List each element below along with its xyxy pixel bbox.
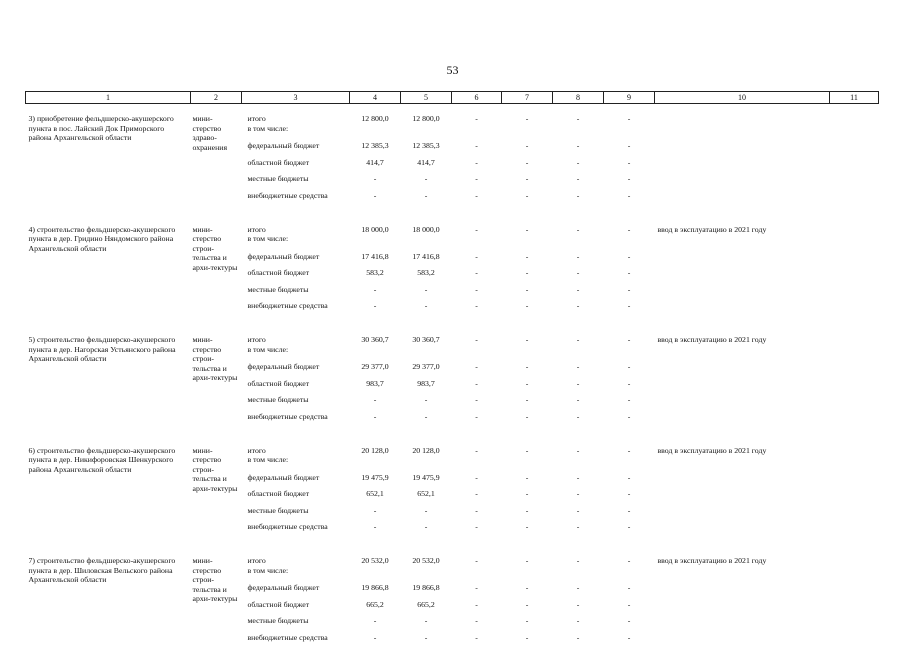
amount-cell: 652,1 (417, 489, 435, 498)
expected-result (655, 174, 830, 191)
funding-source-label: итого в том числе: (247, 556, 289, 575)
expected-result (655, 616, 830, 633)
funding-source-label: местные бюджеты (247, 505, 309, 515)
amount-cell: - (627, 411, 631, 421)
amount-cell: - (475, 114, 478, 123)
amount-cell: - (627, 141, 631, 150)
amount-cell: - (576, 284, 580, 294)
amount-cell: - (576, 616, 580, 625)
funding-source-label: областной бюджет (247, 268, 310, 277)
notes-cell (830, 395, 879, 412)
amount-cell: - (627, 378, 631, 388)
notes-cell (830, 104, 879, 142)
funding-source-label: внебюджетные средства (247, 522, 328, 531)
budget-table (25, 91, 879, 657)
funding-source-label: областной бюджет (247, 489, 310, 498)
amount-cell: - (576, 251, 580, 261)
funding-source-label: федеральный бюджет (247, 472, 320, 482)
amount-cell: - (475, 378, 478, 388)
column-number-4: 4 (350, 92, 401, 104)
amount-cell: - (576, 157, 580, 167)
project-description: 6) строительство фельдшерско-акушерского пункта в дер. Никифоровская Шенкурского района Архангельской области (28, 445, 176, 474)
project-description: 5) строительство фельдшерско-акушерского пункта в дер. Нагорская Устьянского района Архангельской области (28, 335, 176, 364)
notes-cell (830, 600, 879, 617)
amount-cell: - (525, 556, 529, 565)
amount-cell: 12 800,0 (412, 114, 440, 123)
notes-cell (830, 522, 879, 546)
funding-source-label: областной бюджет (247, 157, 310, 167)
project-description: 7) строительство фельдшерско-акушерского пункта в дер. Шиловская Вельского района Архангельской области (28, 556, 176, 585)
expected-result: ввод в эксплуатацию в 2021 году (657, 556, 767, 565)
funding-source-label: внебюджетные средства (247, 411, 328, 421)
amount-cell: - (525, 224, 529, 234)
funding-source-label: итого в том числе: (247, 445, 289, 465)
amount-cell: - (525, 632, 529, 642)
notes-cell (830, 633, 879, 657)
amount-cell: - (525, 157, 529, 167)
funding-source-label: федеральный бюджет (247, 251, 320, 261)
column-number-11: 11 (830, 92, 879, 104)
amount-cell: - (475, 411, 478, 421)
amount-cell: - (424, 522, 428, 531)
notes-cell (830, 268, 879, 285)
amount-cell: - (424, 411, 428, 421)
amount-cell: - (424, 174, 428, 183)
amount-cell: 414,7 (366, 157, 384, 167)
amount-cell: 20 128,0 (412, 445, 440, 455)
amount-cell: - (627, 157, 631, 167)
amount-cell: - (627, 335, 631, 344)
amount-cell: 20 532,0 (361, 556, 389, 565)
amount-cell: 665,2 (417, 599, 435, 609)
amount-cell: - (525, 599, 529, 609)
amount-cell: - (627, 114, 631, 123)
amount-cell: - (424, 190, 428, 200)
amount-cell: - (627, 174, 631, 183)
amount-cell: - (475, 616, 478, 625)
column-number-8: 8 (553, 92, 604, 104)
amount-cell: - (576, 411, 580, 421)
amount-cell: - (627, 472, 631, 482)
amount-cell: 20 128,0 (361, 445, 389, 455)
amount-cell: - (525, 141, 529, 150)
notes-cell (830, 583, 879, 600)
table-row (26, 215, 879, 252)
amount-cell: - (475, 489, 478, 498)
amount-cell: - (525, 411, 529, 421)
expected-result (655, 633, 830, 657)
amount-cell: - (475, 157, 478, 167)
notes-cell (830, 473, 879, 490)
amount-cell: - (373, 284, 377, 294)
table-header (26, 92, 879, 104)
amount-cell: - (576, 224, 580, 234)
funding-source-label: областной бюджет (247, 378, 310, 388)
expected-result: ввод в эксплуатацию в 2021 году (657, 335, 767, 344)
amount-cell: - (525, 505, 529, 515)
amount-cell: - (475, 556, 478, 565)
table-row (26, 436, 879, 473)
amount-cell: - (424, 632, 428, 642)
amount-cell: - (373, 301, 377, 310)
notes-cell (830, 325, 879, 362)
amount-cell: - (525, 489, 529, 498)
amount-cell: - (576, 362, 580, 371)
amount-cell: - (525, 583, 529, 592)
amount-cell: - (576, 114, 580, 123)
amount-cell: - (576, 632, 580, 642)
funding-source-label: областной бюджет (247, 599, 310, 609)
amount-cell: - (475, 583, 478, 592)
amount-cell: 17 416,8 (412, 251, 440, 261)
notes-cell (830, 362, 879, 379)
amount-cell: - (576, 445, 580, 455)
amount-cell: - (627, 301, 631, 310)
column-number-5: 5 (401, 92, 452, 104)
amount-cell: - (373, 174, 377, 183)
responsible-ministry: мини-стерство строи-тельства и архи-тектуры (192, 335, 238, 383)
expected-result (655, 489, 830, 506)
funding-source-label: федеральный бюджет (247, 583, 320, 592)
amount-cell: - (576, 268, 580, 277)
amount-cell: 19 475,9 (361, 472, 389, 482)
page-number: 53 (446, 63, 459, 77)
amount-cell: 983,7 (366, 378, 384, 388)
column-number-6: 6 (452, 92, 502, 104)
amount-cell: - (627, 251, 631, 261)
amount-cell: - (576, 599, 580, 609)
amount-cell: - (525, 268, 529, 277)
funding-source-label: местные бюджеты (247, 395, 309, 404)
amount-cell: - (475, 141, 478, 150)
funding-source-label: внебюджетные средства (247, 190, 328, 200)
amount-cell: 20 532,0 (412, 556, 440, 565)
amount-cell: - (627, 599, 631, 609)
notes-cell (830, 412, 879, 436)
amount-cell: - (475, 190, 478, 200)
amount-cell: - (576, 174, 580, 183)
amount-cell: - (576, 505, 580, 515)
amount-cell: - (627, 224, 631, 234)
column-number-row (26, 92, 879, 104)
amount-cell: 12 385,3 (361, 141, 389, 150)
amount-cell: 12 385,3 (412, 141, 440, 150)
amount-cell: 583,2 (417, 268, 435, 277)
amount-cell: 19 866,8 (361, 583, 389, 592)
amount-cell: - (373, 411, 377, 421)
expected-result (655, 301, 830, 325)
amount-cell: 30 360,7 (361, 335, 389, 344)
amount-cell: - (576, 190, 580, 200)
amount-cell: - (373, 505, 377, 515)
table-row (26, 325, 879, 362)
amount-cell: - (627, 505, 631, 515)
table-row (26, 104, 879, 142)
column-number-2: 2 (191, 92, 242, 104)
amount-cell: 29 377,0 (412, 362, 440, 371)
notes-cell (830, 215, 879, 252)
expected-result (655, 506, 830, 523)
amount-cell: 665,2 (366, 599, 384, 609)
funding-source-label: местные бюджеты (247, 284, 309, 294)
table-row (26, 546, 879, 583)
amount-cell: - (424, 301, 428, 310)
amount-cell: - (576, 522, 580, 531)
notes-cell (830, 616, 879, 633)
notes-cell (830, 141, 879, 158)
notes-cell (830, 436, 879, 473)
expected-result (655, 141, 830, 158)
expected-result (655, 412, 830, 436)
column-number-3: 3 (242, 92, 350, 104)
column-number-1: 1 (26, 92, 191, 104)
amount-cell: - (576, 556, 580, 565)
project-description: 4) строительство фельдшерско-акушерского пункта в дер. Гридино Няндомского района Архангельской области (28, 224, 176, 253)
amount-cell: - (373, 522, 377, 531)
column-number-10: 10 (655, 92, 830, 104)
amount-cell: - (525, 114, 529, 123)
amount-cell: - (475, 395, 478, 404)
amount-cell: 17 416,8 (361, 251, 389, 261)
amount-cell: - (525, 378, 529, 388)
expected-result (655, 252, 830, 269)
amount-cell: - (627, 522, 631, 531)
amount-cell: 18 000,0 (361, 224, 389, 234)
expected-result (655, 379, 830, 396)
amount-cell: 414,7 (417, 157, 435, 167)
amount-cell: - (627, 445, 631, 455)
column-number-7: 7 (502, 92, 553, 104)
amount-cell: - (475, 224, 478, 234)
notes-cell (830, 301, 879, 325)
expected-result: ввод в эксплуатацию в 2021 году (657, 445, 767, 455)
amount-cell: - (525, 301, 529, 310)
amount-cell: - (525, 616, 529, 625)
notes-cell (830, 506, 879, 523)
expected-result (655, 600, 830, 617)
amount-cell: - (627, 616, 631, 625)
funding-source-label: внебюджетные средства (247, 301, 328, 310)
amount-cell: - (576, 141, 580, 150)
amount-cell: - (576, 301, 580, 310)
expected-result (655, 158, 830, 175)
notes-cell (830, 546, 879, 583)
amount-cell: 983,7 (417, 378, 435, 388)
expected-result (655, 285, 830, 302)
amount-cell: 19 866,8 (412, 583, 440, 592)
amount-cell: - (525, 362, 529, 371)
expected-result (655, 104, 830, 142)
funding-source-label: федеральный бюджет (247, 362, 320, 371)
notes-cell (830, 174, 879, 191)
amount-cell: 583,2 (366, 268, 384, 277)
funding-source-label: итого в том числе: (247, 335, 289, 354)
expected-result (655, 522, 830, 546)
amount-cell: - (576, 395, 580, 404)
responsible-ministry: мини-стерство строи-тельства и архи-тектуры (192, 445, 238, 493)
amount-cell: - (627, 190, 631, 200)
funding-source-label: местные бюджеты (247, 174, 309, 183)
amount-cell: - (627, 284, 631, 294)
expected-result: ввод в эксплуатацию в 2021 году (657, 224, 767, 234)
amount-cell: - (424, 395, 428, 404)
amount-cell: - (576, 583, 580, 592)
project-description: 3) приобретение фельдшерско-акушерского пункта в пос. Лайский Док Приморского района Архангельской области (28, 114, 174, 143)
amount-cell: 19 475,9 (412, 472, 440, 482)
funding-source-label: итого в том числе: (247, 224, 289, 244)
amount-cell: 29 377,0 (361, 362, 389, 371)
amount-cell: - (475, 335, 478, 344)
amount-cell: - (525, 284, 529, 294)
amount-cell: - (475, 445, 478, 455)
notes-cell (830, 252, 879, 269)
amount-cell: - (424, 616, 428, 625)
funding-source-label: внебюджетные средства (247, 632, 328, 642)
amount-cell: - (373, 190, 377, 200)
amount-cell: - (373, 395, 377, 404)
amount-cell: - (475, 251, 478, 261)
table-body (26, 104, 879, 657)
amount-cell: - (475, 522, 478, 531)
funding-source-label: итого в том числе: (247, 114, 289, 133)
amount-cell: - (627, 632, 631, 642)
amount-cell: - (576, 378, 580, 388)
amount-cell: - (576, 489, 580, 498)
responsible-ministry: мини-стерство здраво-охранения (192, 114, 228, 152)
amount-cell: - (627, 583, 631, 592)
amount-cell: - (525, 445, 529, 455)
amount-cell: - (576, 335, 580, 344)
expected-result (655, 268, 830, 285)
notes-cell (830, 285, 879, 302)
amount-cell: - (627, 395, 631, 404)
amount-cell: - (525, 395, 529, 404)
amount-cell: 30 360,7 (412, 335, 440, 344)
notes-cell (830, 489, 879, 506)
expected-result (655, 473, 830, 490)
amount-cell: - (475, 599, 478, 609)
amount-cell: - (525, 190, 529, 200)
amount-cell: - (475, 632, 478, 642)
amount-cell: - (525, 472, 529, 482)
amount-cell: - (576, 472, 580, 482)
amount-cell: - (627, 489, 631, 498)
amount-cell: - (525, 251, 529, 261)
amount-cell: 18 000,0 (412, 224, 440, 234)
funding-source-label: федеральный бюджет (247, 141, 320, 150)
notes-cell (830, 158, 879, 175)
responsible-ministry: мини-стерство строи-тельства и архи-тектуры (192, 224, 238, 272)
expected-result (655, 191, 830, 215)
amount-cell: - (424, 505, 428, 515)
amount-cell: - (475, 362, 478, 371)
expected-result (655, 395, 830, 412)
amount-cell: - (475, 472, 478, 482)
amount-cell: - (424, 284, 428, 294)
expected-result (655, 362, 830, 379)
amount-cell: - (525, 335, 529, 344)
amount-cell: 12 800,0 (361, 114, 389, 123)
expected-result (655, 583, 830, 600)
amount-cell: - (627, 556, 631, 565)
amount-cell: - (475, 268, 478, 277)
amount-cell: - (475, 284, 478, 294)
amount-cell: - (475, 174, 478, 183)
notes-cell (830, 191, 879, 215)
column-number-9: 9 (604, 92, 655, 104)
amount-cell: - (525, 522, 529, 531)
amount-cell: - (627, 268, 631, 277)
amount-cell: - (475, 301, 478, 310)
amount-cell: - (475, 505, 478, 515)
notes-cell (830, 379, 879, 396)
amount-cell: 652,1 (366, 489, 384, 498)
funding-source-label: местные бюджеты (247, 616, 309, 625)
amount-cell: - (373, 632, 377, 642)
amount-cell: - (373, 616, 377, 625)
responsible-ministry: мини-стерство строи-тельства и архи-тектуры (192, 556, 238, 604)
amount-cell: - (525, 174, 529, 183)
amount-cell: - (627, 362, 631, 371)
